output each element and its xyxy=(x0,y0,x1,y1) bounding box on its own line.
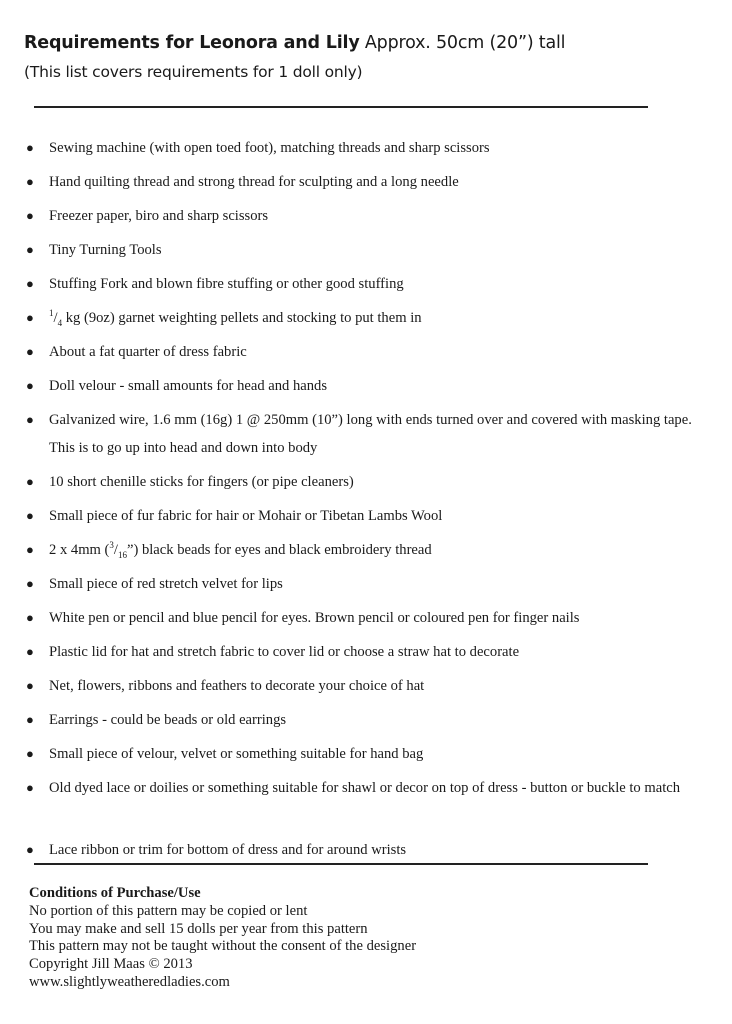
top-divider xyxy=(34,106,648,108)
list-item: ● Stuffing Fork and blown fibre stuffing or other good stuffing xyxy=(24,270,714,304)
bullet-icon: ● xyxy=(26,678,34,693)
list-item: ● Lace ribbon or trim for bottom of dress and for around wrists xyxy=(24,836,714,870)
list-item: ● Net, flowers, ribbons and feathers to decorate your choice of hat xyxy=(24,672,714,706)
list-item: ● 2 x 4mm $(^3/_{16}”)$ black beads for eyes and black embroidery thread xyxy=(24,536,714,570)
list-item: ● Doll velour - small amounts for head and hands xyxy=(24,372,714,406)
bullet-icon: ● xyxy=(26,174,34,189)
list-item: ● White pen or pencil and blue pencil for eyes. Brown pencil or coloured pen for finger nails xyxy=(24,604,714,638)
bullet-icon: ● xyxy=(26,842,34,857)
bullet-icon: ● xyxy=(26,310,34,325)
list-item: ● Sewing machine (with open toed foot), matching threads and sharp scissors xyxy=(24,134,714,168)
bullet-icon: ● xyxy=(26,276,34,291)
bullet-icon: ● xyxy=(26,140,34,155)
list-item: ● Small piece of velour, velvet or something suitable for hand bag xyxy=(24,740,714,774)
copyright: Copyright Jill Maas © 2013 xyxy=(29,956,193,973)
conditions-line: No portion of this pattern may be copied or lent xyxy=(29,902,308,919)
bullet-icon: ● xyxy=(26,474,34,489)
list-item: ● Old dyed lace or doilies or something suitable for shawl or decor on top of dress - button or buckle to match xyxy=(24,774,714,836)
list-item: ● 10 short chenille sticks for fingers (or pipe cleaners) xyxy=(24,468,714,502)
list-item: ● Small piece of red stretch velvet for lips xyxy=(24,570,714,604)
title-bold: Requirements for Leonora and Lily xyxy=(24,33,360,53)
bullet-icon: ● xyxy=(26,508,34,523)
list-item: ● Plastic lid for hat and stretch fabric to cover lid or choose a straw hat to decorate xyxy=(24,638,714,672)
page-subtitle: (This list covers requirements for 1 doll only) xyxy=(24,63,363,81)
bullet-icon: ● xyxy=(26,746,34,761)
bullet-icon: ● xyxy=(26,576,34,591)
website-url: www.slightlyweatheredladies.com xyxy=(29,973,230,990)
conditions-line: You may make and sell 15 dolls per year from this pattern xyxy=(29,920,368,937)
list-item: ● About a fat quarter of dress fabric xyxy=(24,338,714,372)
list-item: ● Tiny Turning Tools xyxy=(24,236,714,270)
bullet-icon: ● xyxy=(26,344,34,359)
requirements-list xyxy=(24,134,714,870)
bullet-icon: ● xyxy=(26,780,34,795)
list-item: ● Hand quilting thread and strong thread for sculpting and a long needle xyxy=(24,168,714,202)
list-item: ● Small piece of fur fabric for hair or Mohair or Tibetan Lambs Wool xyxy=(24,502,714,536)
bullet-icon: ● xyxy=(26,378,34,393)
conditions-line: This pattern may not be taught without the consent of the designer xyxy=(29,938,417,955)
list-item: ● $^1/_4$ kg (9oz) garnet weighting pellets and stocking to put them in xyxy=(24,304,714,338)
conditions-block xyxy=(29,885,416,992)
title-size: Approx. 50cm (20”) tall xyxy=(364,33,566,53)
conditions-heading: Conditions of Purchase/Use xyxy=(29,885,201,901)
bullet-icon: ● xyxy=(26,412,34,427)
list-item: ● Galvanized wire, 1.6 mm (16g) 1 @ 250mm (10”) long with ends turned over and covered with masking tape. This is to go up into head and down into body xyxy=(24,406,714,468)
list-item: ● Freezer paper, biro and sharp scissors xyxy=(24,202,714,236)
bottom-divider xyxy=(34,863,648,865)
list-item: ● Earrings - could be beads or old earrings xyxy=(24,706,714,740)
bullet-icon: ● xyxy=(26,242,34,257)
bullet-icon: ● xyxy=(26,712,34,727)
bullet-icon: ● xyxy=(26,542,34,557)
bullet-icon: ● xyxy=(26,610,34,625)
bullet-icon: ● xyxy=(26,644,34,659)
page-title xyxy=(24,33,565,53)
bullet-icon: ● xyxy=(26,208,34,223)
